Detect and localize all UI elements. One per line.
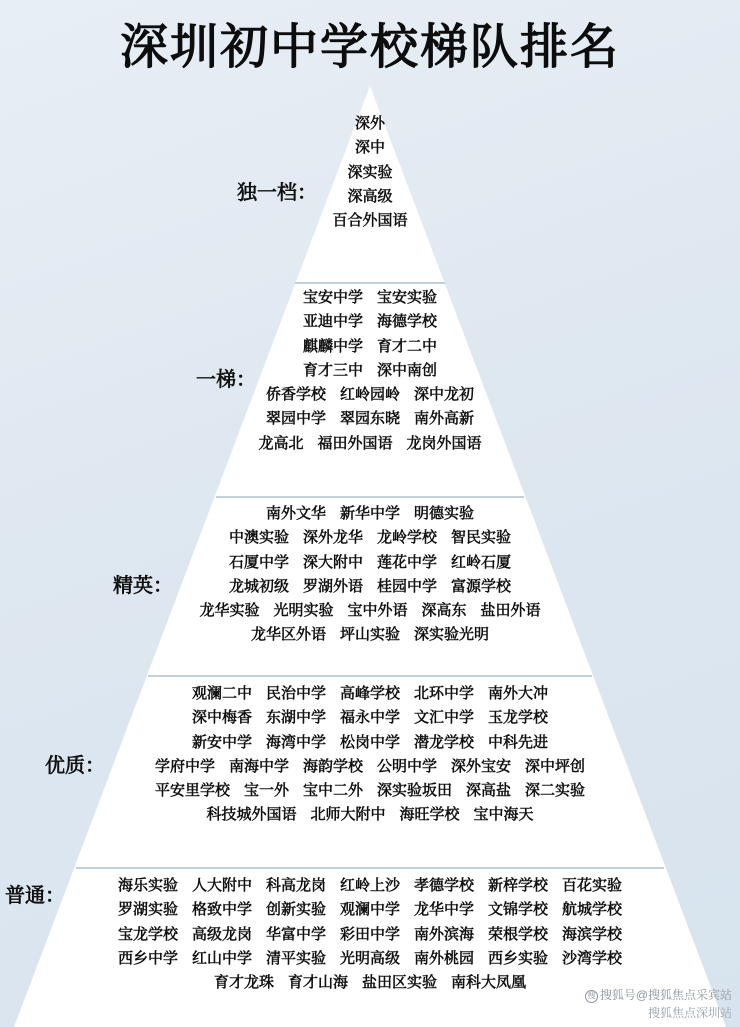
- tier-row: [0, 502, 740, 526]
- school-name: 深外: [354, 115, 385, 132]
- school-name: 观澜中学: [339, 901, 400, 919]
- tier-row: [0, 779, 740, 803]
- school-name: 宝安实验: [377, 289, 438, 306]
- school-name: 福田外国语: [317, 434, 393, 452]
- school-name: 深中南创: [377, 361, 438, 379]
- school-name: 新梓学校: [488, 877, 549, 894]
- tier-row: [0, 112, 740, 136]
- school-name: 科技城外国语: [206, 806, 297, 824]
- tier-row: [0, 161, 740, 185]
- school-name: 公明中学: [377, 757, 438, 775]
- school-name: 深中梅香: [191, 709, 252, 727]
- school-name: 深中龙初: [414, 386, 475, 404]
- tier-row: [0, 575, 740, 599]
- watermark-secondary: 搜狐焦点深圳站: [647, 1006, 732, 1020]
- tier-row: [0, 731, 740, 755]
- tier-row: [0, 803, 740, 827]
- tier-0-items: [0, 112, 740, 233]
- school-name: 海旺学校: [399, 806, 460, 824]
- school-name: 龙华实验: [199, 602, 260, 620]
- school-name: 深高级: [347, 187, 393, 205]
- tier-row: [0, 599, 740, 623]
- school-name: 北环中学: [414, 685, 475, 702]
- school-name: 航城学校: [562, 901, 623, 919]
- school-name: 光明高级: [339, 949, 400, 967]
- school-name: 龙华区外语: [250, 626, 326, 644]
- school-name: 百花实验: [562, 877, 623, 894]
- tier-row: [0, 898, 740, 922]
- school-name: 西乡实验: [488, 949, 549, 967]
- school-name: 彩田中学: [339, 925, 400, 943]
- tier-2-items: [0, 502, 740, 648]
- school-name: 海韵学校: [302, 757, 363, 775]
- school-name: 宝中海天: [473, 806, 534, 824]
- school-name: 西乡中学: [117, 949, 178, 967]
- school-name: 育才二中: [377, 337, 438, 355]
- school-name: 龙岭学校: [377, 529, 438, 547]
- school-name: 南外桃园: [414, 949, 475, 967]
- school-name: 龙城初级: [228, 577, 289, 595]
- school-name: 亚迪中学: [302, 313, 363, 331]
- school-name: 育才三中: [302, 361, 363, 379]
- school-name: 莲花中学: [377, 553, 438, 571]
- school-name: 文汇中学: [414, 709, 475, 727]
- tier-row: [0, 286, 740, 310]
- school-name: 海滨学校: [562, 925, 623, 943]
- school-name: 格致中学: [191, 901, 252, 919]
- school-name: 中科先进: [488, 733, 549, 751]
- school-name: 清平实验: [265, 949, 326, 967]
- school-name: 红山中学: [191, 949, 252, 967]
- school-name: 深实验坂田: [377, 782, 453, 800]
- school-name: 龙华中学: [414, 901, 475, 919]
- school-name: 坪山实验: [339, 626, 400, 644]
- school-name: 盐田区实验: [362, 974, 438, 992]
- school-name: 翠园东晓: [339, 410, 400, 428]
- school-name: 宝中二外: [302, 782, 363, 800]
- school-name: 海湾中学: [265, 733, 326, 751]
- school-name: 宝安中学: [302, 289, 363, 306]
- school-name: 红岭园岭: [339, 386, 400, 404]
- school-name: 东湖中学: [265, 709, 326, 727]
- tier-1-items: [0, 286, 740, 456]
- sohu-badge-icon: 搜: [585, 990, 598, 1003]
- school-name: 翠园中学: [265, 410, 326, 428]
- tier-row: [0, 359, 740, 383]
- tier-label-3: 优质：: [45, 755, 105, 777]
- school-name: 新安中学: [191, 733, 252, 751]
- school-name: 宝中外语: [347, 602, 408, 620]
- tier-row: [0, 682, 740, 706]
- school-name: 桂园中学: [377, 577, 438, 595]
- watermark-text: 搜狐号@搜狐焦点采宾站: [599, 988, 732, 1002]
- school-name: 南外高新: [414, 410, 475, 428]
- school-name: 海德学校: [377, 313, 438, 331]
- school-name: 深外宝安: [451, 757, 512, 775]
- school-name: 中澳实验: [228, 529, 289, 547]
- tier-label-2: 精英：: [113, 575, 173, 597]
- school-name: 松岗中学: [339, 733, 400, 751]
- school-name: 盐田外语: [480, 602, 541, 620]
- tier-label-4: 普通：: [5, 885, 65, 907]
- school-name: 明德实验: [414, 505, 475, 522]
- school-name: 深中坪创: [525, 757, 586, 775]
- school-name: 深大附中: [302, 553, 363, 571]
- school-name: 光明实验: [273, 602, 334, 620]
- school-name: 深高盐: [466, 782, 512, 800]
- school-name: 学府中学: [154, 757, 215, 775]
- school-name: 福永中学: [339, 709, 400, 727]
- school-name: 高峰学校: [339, 685, 400, 702]
- school-name: 玉龙学校: [488, 709, 549, 727]
- tier-row: [0, 310, 740, 334]
- tier-label-1: 一梯：: [196, 369, 256, 391]
- school-name: 荣根学校: [488, 925, 549, 943]
- tier-row: [0, 755, 740, 779]
- tier-row: [0, 623, 740, 647]
- tier-row: [0, 335, 740, 359]
- tier-4-items: [0, 874, 740, 995]
- tier-row: [0, 136, 740, 160]
- school-name: 深二实验: [525, 782, 586, 800]
- school-name: 南外大冲: [488, 685, 549, 702]
- tier-3-items: [0, 682, 740, 828]
- school-name: 人大附中: [191, 877, 252, 894]
- school-name: 智民实验: [451, 529, 512, 547]
- tier-row: [0, 209, 740, 233]
- school-name: 宝一外: [243, 782, 289, 800]
- school-name: 龙高北: [258, 434, 304, 452]
- tier-row: [0, 407, 740, 431]
- school-name: 红岭上沙: [339, 877, 400, 894]
- school-name: 富源学校: [451, 577, 512, 595]
- school-name: 观澜二中: [191, 685, 252, 702]
- tier-row: [0, 432, 740, 456]
- tier-row: [0, 947, 740, 971]
- page-title: 深圳初中学校梯队排名: [119, 21, 620, 74]
- school-name: 深外龙华: [302, 529, 363, 547]
- pyramid-diagram: [0, 86, 740, 1027]
- school-name: 深中: [354, 139, 385, 157]
- school-name: 平安里学校: [154, 782, 230, 800]
- school-name: 麒麟中学: [302, 337, 363, 355]
- school-name: 罗湖实验: [117, 901, 178, 919]
- tier-row: [0, 185, 740, 209]
- school-name: 孝德学校: [414, 877, 475, 894]
- school-name: 新华中学: [339, 505, 400, 522]
- school-name: 科高龙岗: [265, 877, 326, 894]
- school-name: 创新实验: [265, 901, 326, 919]
- school-name: 育才山海: [287, 974, 348, 992]
- school-name: 龙岗外国语: [406, 434, 482, 452]
- school-name: 海乐实验: [117, 877, 178, 894]
- school-name: 南海中学: [228, 757, 289, 775]
- school-name: 百合外国语: [332, 212, 408, 230]
- school-name: 文锦学校: [488, 901, 549, 919]
- school-name: 南科大凤凰: [451, 974, 527, 992]
- school-name: 侨香学校: [265, 386, 326, 404]
- school-name: 罗湖外语: [302, 577, 363, 595]
- watermark-primary: [583, 986, 732, 1003]
- tier-row: [0, 923, 740, 947]
- school-name: 深实验光明: [414, 626, 490, 644]
- school-name: 南外文华: [265, 505, 326, 522]
- tier-row: [0, 383, 740, 407]
- school-name: 潜龙学校: [414, 733, 475, 751]
- tier-row: [0, 706, 740, 730]
- tier-row: [0, 551, 740, 575]
- school-name: 深高东: [421, 602, 467, 620]
- school-name: 育才龙珠: [213, 974, 274, 992]
- school-name: 石厦中学: [228, 553, 289, 571]
- tier-row: [0, 526, 740, 550]
- tier-label-0: 独一档：: [237, 182, 317, 204]
- school-name: 北师大附中: [310, 806, 386, 824]
- tier-row: [0, 874, 740, 898]
- school-name: 深实验: [347, 163, 393, 181]
- school-name: 宝龙学校: [117, 925, 178, 943]
- school-name: 沙湾学校: [562, 949, 623, 967]
- school-name: 民治中学: [265, 685, 326, 702]
- school-name: 红岭石厦: [451, 553, 512, 571]
- school-name: 华富中学: [265, 925, 326, 943]
- school-name: 南外滨海: [414, 925, 475, 943]
- school-name: 高级龙岗: [191, 925, 252, 943]
